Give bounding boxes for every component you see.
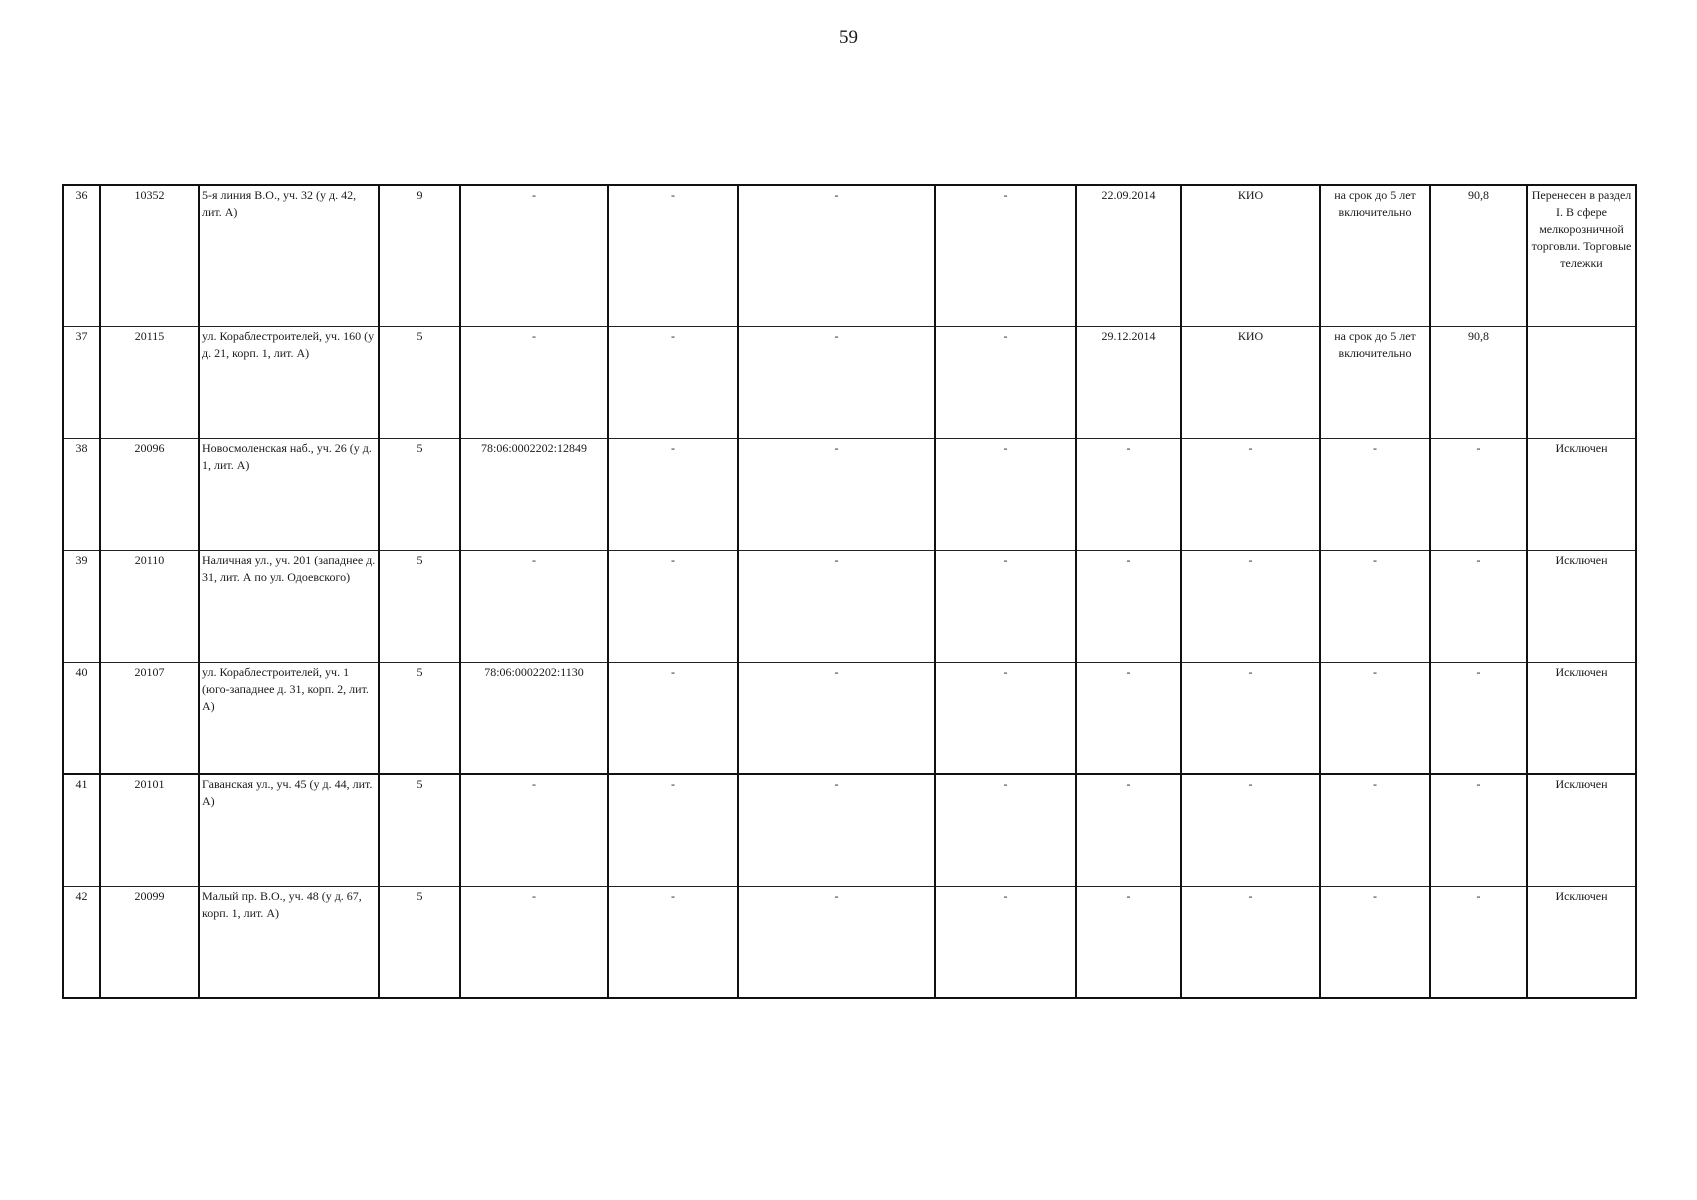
cell-cadastral: 78:06:0002202:12849 xyxy=(460,438,608,550)
cell-col7: - xyxy=(738,774,935,886)
cell-code: 20110 xyxy=(100,550,199,662)
cell-note: Перенесен в раздел I. В сфере мелкорозничной торговли. Торговые тележки xyxy=(1527,185,1636,326)
cell-number: 36 xyxy=(63,185,100,326)
cell-cadastral: - xyxy=(460,886,608,998)
cell-cadastral: 78:06:0002202:1130 xyxy=(460,662,608,774)
cell-area: - xyxy=(1430,774,1527,886)
cell-organization: - xyxy=(1181,886,1320,998)
cell-col6: - xyxy=(608,326,738,438)
cell-address: 5-я линия В.О., уч. 32 (у д. 42, лит. А) xyxy=(199,185,379,326)
cell-term: - xyxy=(1320,438,1430,550)
cell-col8: - xyxy=(935,438,1076,550)
cell-col6: - xyxy=(608,550,738,662)
cell-note: Исключен xyxy=(1527,550,1636,662)
cell-col4: 5 xyxy=(379,662,460,774)
table-row xyxy=(63,886,1636,998)
cell-number: 42 xyxy=(63,886,100,998)
cell-col4: 5 xyxy=(379,774,460,886)
cell-col8: - xyxy=(935,774,1076,886)
cell-note: Исключен xyxy=(1527,438,1636,550)
cell-note: Исключен xyxy=(1527,886,1636,998)
cell-col7: - xyxy=(738,438,935,550)
cell-cadastral: - xyxy=(460,550,608,662)
cell-organization: - xyxy=(1181,662,1320,774)
cell-col4: 5 xyxy=(379,438,460,550)
cell-organization: - xyxy=(1181,438,1320,550)
cell-col7: - xyxy=(738,185,935,326)
table-row xyxy=(63,438,1636,550)
cell-date: - xyxy=(1076,662,1181,774)
cell-address: Новосмоленская наб., уч. 26 (у д. 1, лит. А) xyxy=(199,438,379,550)
cell-term: - xyxy=(1320,662,1430,774)
cell-col7: - xyxy=(738,550,935,662)
table-row xyxy=(63,550,1636,662)
cell-cadastral: - xyxy=(460,185,608,326)
cell-organization: КИО xyxy=(1181,326,1320,438)
cell-col6: - xyxy=(608,438,738,550)
table-row xyxy=(63,662,1636,774)
cell-area: - xyxy=(1430,550,1527,662)
cell-cadastral: - xyxy=(460,326,608,438)
cell-address: Гаванская ул., уч. 45 (у д. 44, лит. А) xyxy=(199,774,379,886)
cell-address: ул. Кораблестроителей, уч. 1 (юго-западнее д. 31, корп. 2, лит. А) xyxy=(199,662,379,774)
cell-code: 10352 xyxy=(100,185,199,326)
cell-date: - xyxy=(1076,774,1181,886)
cell-address: Наличная ул., уч. 201 (западнее д. 31, лит. А по ул. Одоевского) xyxy=(199,550,379,662)
cell-col8: - xyxy=(935,326,1076,438)
cell-code: 20096 xyxy=(100,438,199,550)
cell-code: 20099 xyxy=(100,886,199,998)
cell-col8: - xyxy=(935,185,1076,326)
cell-organization: КИО xyxy=(1181,185,1320,326)
cell-col4: 5 xyxy=(379,550,460,662)
cell-area: - xyxy=(1430,662,1527,774)
cell-area: 90,8 xyxy=(1430,185,1527,326)
cell-date: - xyxy=(1076,886,1181,998)
cell-number: 40 xyxy=(63,662,100,774)
table-row xyxy=(63,326,1636,438)
cell-col4: 5 xyxy=(379,326,460,438)
cell-date: - xyxy=(1076,550,1181,662)
cell-col8: - xyxy=(935,886,1076,998)
cell-code: 20115 xyxy=(100,326,199,438)
cell-area: - xyxy=(1430,886,1527,998)
cell-area: - xyxy=(1430,438,1527,550)
table-row xyxy=(63,774,1636,886)
cell-term: - xyxy=(1320,886,1430,998)
cell-col8: - xyxy=(935,662,1076,774)
cell-organization: - xyxy=(1181,774,1320,886)
cell-col6: - xyxy=(608,886,738,998)
cell-col6: - xyxy=(608,774,738,886)
cell-col4: 9 xyxy=(379,185,460,326)
cell-term: на срок до 5 лет включительно xyxy=(1320,185,1430,326)
cell-col6: - xyxy=(608,662,738,774)
cell-area: 90,8 xyxy=(1430,326,1527,438)
cell-number: 38 xyxy=(63,438,100,550)
cell-date: 22.09.2014 xyxy=(1076,185,1181,326)
cell-col7: - xyxy=(738,886,935,998)
cell-organization: - xyxy=(1181,550,1320,662)
table-row xyxy=(63,185,1636,326)
cell-col6: - xyxy=(608,185,738,326)
cell-address: Малый пр. В.О., уч. 48 (у д. 67, корп. 1, лит. А) xyxy=(199,886,379,998)
cell-number: 41 xyxy=(63,774,100,886)
cell-col7: - xyxy=(738,326,935,438)
cell-cadastral: - xyxy=(460,774,608,886)
cell-col7: - xyxy=(738,662,935,774)
cell-date: - xyxy=(1076,438,1181,550)
cell-address: ул. Кораблестроителей, уч. 160 (у д. 21, корп. 1, лит. А) xyxy=(199,326,379,438)
cell-note: Исключен xyxy=(1527,662,1636,774)
page-number: 59 xyxy=(839,27,858,48)
cell-term: - xyxy=(1320,550,1430,662)
cell-number: 37 xyxy=(63,326,100,438)
cell-col8: - xyxy=(935,550,1076,662)
cell-code: 20101 xyxy=(100,774,199,886)
cell-term: - xyxy=(1320,774,1430,886)
cell-note: Исключен xyxy=(1527,774,1636,886)
registry-table xyxy=(62,184,1637,999)
cell-date: 29.12.2014 xyxy=(1076,326,1181,438)
cell-col4: 5 xyxy=(379,886,460,998)
cell-note xyxy=(1527,326,1636,438)
cell-number: 39 xyxy=(63,550,100,662)
cell-term: на срок до 5 лет включительно xyxy=(1320,326,1430,438)
cell-code: 20107 xyxy=(100,662,199,774)
